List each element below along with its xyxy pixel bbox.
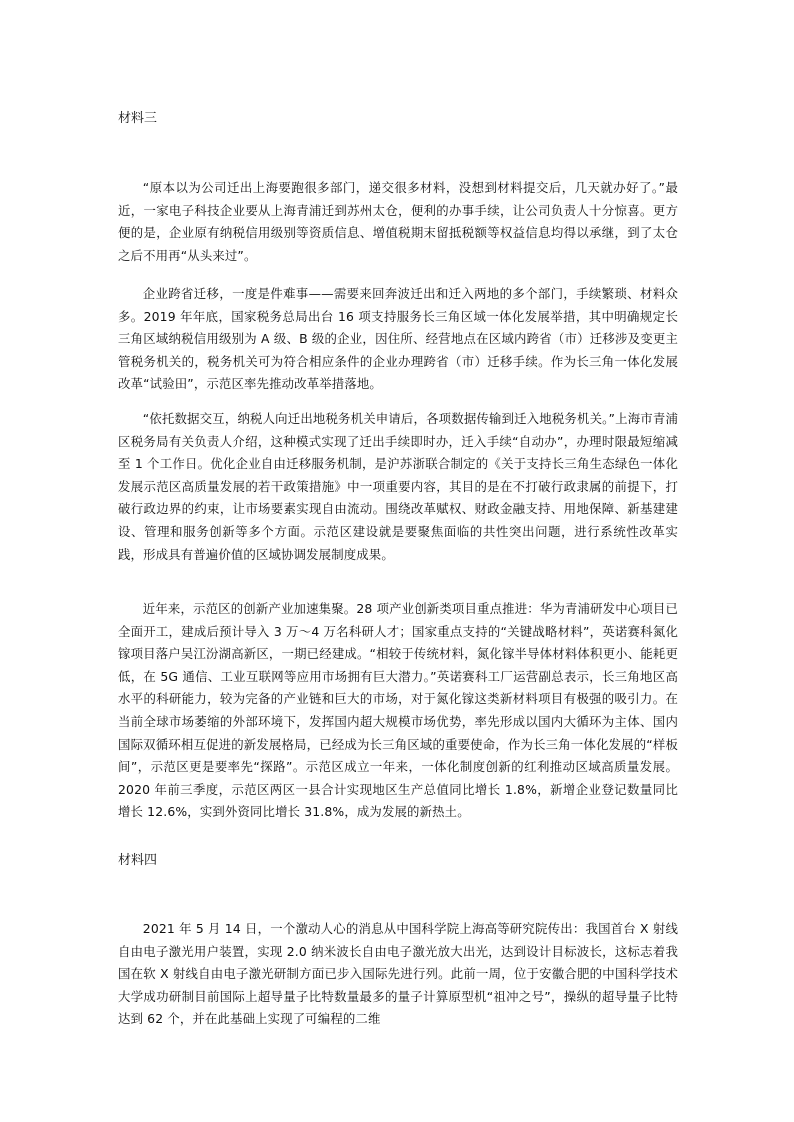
section-heading-material-3: 材料三 — [118, 111, 158, 126]
paragraph-5: 2021 年 5 月 14 日，一个激动人心的消息从中国科学院上海高等研究院传出：我国首台 X 射线自由电子激光用户装置，实现 2.0 纳米波长自由电子激光放大出光，达到设计目标波长，这标志着我国在软 X 射线自由电子激光研制方面已步入国际先进行列。此前一周，位于安徽合肥的中国科学技术大学成功研制目前国际上超导量子比特数量最多的量子计算原型机“祖冲之号”，操纵的超导量子比特达到 62 个，并在此基础上实现了可编程的二维 — [118, 921, 678, 1027]
paragraph-1: “原本以为公司迁出上海要跑很多部门，递交很多材料，没想到材料提交后，几天就办好了。”最近，一家电子科技企业要从上海青浦迁到苏州太仓，便利的办事手续，让公司负责人十分惊喜。更方便的是，企业原有纳税信用级别等资质信息、增值税期末留抵税额等权益信息均得以承继，到了太仓之后不用再“从头来过”。 — [118, 180, 678, 263]
paragraph-3: “依托数据交互，纳税人向迁出地税务机关申请后，各项数据传输到迁入地税务机关。”上海市青浦区税务局有关负责人介绍，这种模式实现了迁出手续即时办，迁入手续“自动办”，办理时限最短缩减至 1 个工作日。优化企业自由迁移服务机制，是沪苏浙联合制定的《关于支持长三角生态绿色一体化发展示范区高质量发展的若干政策措施》中一项重要内容，其目的是在不打破行政隶属的前提下，打破行政边界的约束，让市场要素实现自由流动。围绕改革赋权、财政金融支持、用地保障、新基建建设、管理和服务创新等多个方面。示范区建设就是要聚焦面临的共性突出问题，进行系统性改革实践，形成具有普遍价值的区域协调发展制度成果。 — [118, 411, 678, 562]
section-heading-material-4: 材料四 — [118, 853, 158, 868]
paragraph-2: 企业跨省迁移，一度是件难事——需要来回奔波迁出和迁入两地的多个部门，手续繁琐、材料众多。2019 年年底，国家税务总局出台 16 项支持服务长三角区域一体化发展举措，其中明确规定长三角区域纳税信用级别为 A 级、B 级的企业，因住所、经营地点在区域内跨省（市）迁移涉及变更主管税务机关的，税务机关可为符合相应条件的企业办理跨省（市）迁移手续。作为长三角一体化发展改革“试验田”，示范区率先推动改革举措落地。 — [118, 286, 678, 392]
paragraph-4: 近年来，示范区的创新产业加速集聚。28 项产业创新类项目重点推进：华为青浦研发中心项目已全面开工，建成后预计导入 3 万～4 万名科研人才；国家重点支持的“关键战略材料”，英诺赛科氮化镓项目落户吴江汾湖高新区，一期已经建成。“相较于传统材料，氮化镓半导体材料体积更小、能耗更低，在 5G 通信、工业互联网等应用市场拥有巨大潜力。”英诺赛科工厂运营副总表示，长三角地区高水平的科研能力，较为完备的产业链和巨大的市场，对于氮化镓这类新材料项目有极强的吸引力。在当前全球市场萎缩的外部环境下，发挥国内超大规模市场优势，率先形成以国内大循环为主体、国内国际双循环相互促进的新发展格局，已经成为长三角区域的重要使命，作为长三角一体化发展的“样板间”，示范区更是要率先“探路”。示范区成立一年来，一体化制度创新的红利推动区域高质量发展。2020 年前三季度，示范区两区一县合计实现地区生产总值同比增长 1.8%，新增企业登记数量同比增长 12.6%，实到外资同比增长 31.8%，成为发展的新热土。 — [118, 601, 678, 820]
